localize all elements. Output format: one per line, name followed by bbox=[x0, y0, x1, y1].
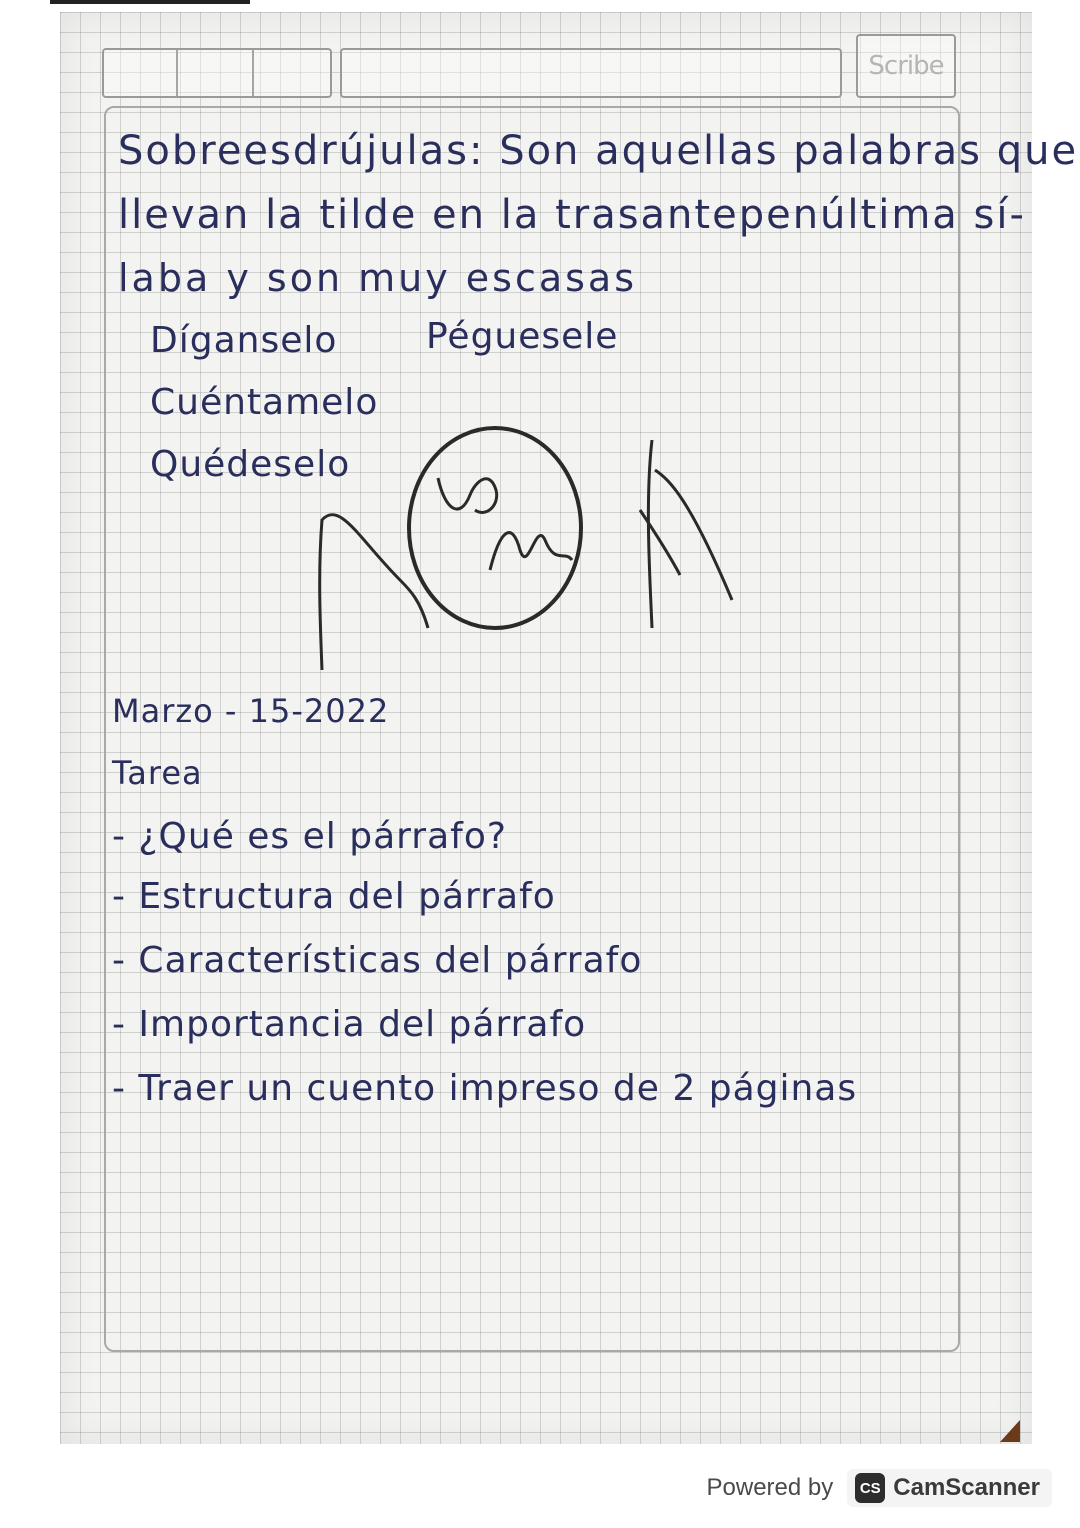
paper-corner-mark bbox=[1000, 1420, 1020, 1442]
definition-line-1: Sobreesdrújulas: Son aquellas palabras que bbox=[118, 128, 1079, 174]
definition-line-2: llevan la tilde en la trasantepenúltima sí- bbox=[118, 192, 1026, 238]
homework-title: Tarea bbox=[112, 754, 203, 792]
powered-by-label: Powered by bbox=[706, 1474, 834, 1501]
homework-item: - Estructura del párrafo bbox=[112, 876, 556, 917]
scribe-logo: Scribe bbox=[868, 51, 944, 81]
header-box-brand bbox=[856, 34, 956, 98]
homework-item: - Importancia del párrafo bbox=[112, 1004, 587, 1045]
homework-item: - Traer un cuento impreso de 2 páginas bbox=[112, 1068, 858, 1109]
homework-item: - Características del párrafo bbox=[112, 940, 643, 981]
header-box-middle bbox=[340, 48, 842, 98]
example-word-1: Díganselo bbox=[150, 320, 338, 361]
header-box-divider bbox=[252, 50, 254, 96]
camscanner-badge bbox=[847, 1469, 1052, 1507]
header-box-left bbox=[102, 48, 332, 98]
teacher-signature-stamp bbox=[300, 400, 760, 690]
header-box-divider bbox=[176, 50, 178, 96]
camscanner-name: CamScanner bbox=[893, 1474, 1040, 1501]
camscanner-watermark bbox=[707, 1466, 1052, 1510]
camscanner-icon: CS bbox=[855, 1473, 885, 1503]
date-heading: Marzo - 15-2022 bbox=[112, 692, 390, 730]
example-word-2: Cuéntamelo bbox=[150, 382, 379, 423]
homework-item: - ¿Qué es el párrafo? bbox=[112, 816, 507, 857]
example-word-4: Péguesele bbox=[426, 316, 619, 357]
definition-line-3: laba y son muy escasas bbox=[118, 256, 638, 300]
scan-edge-shadow bbox=[50, 0, 250, 4]
example-word-3: Quédeselo bbox=[150, 444, 351, 485]
